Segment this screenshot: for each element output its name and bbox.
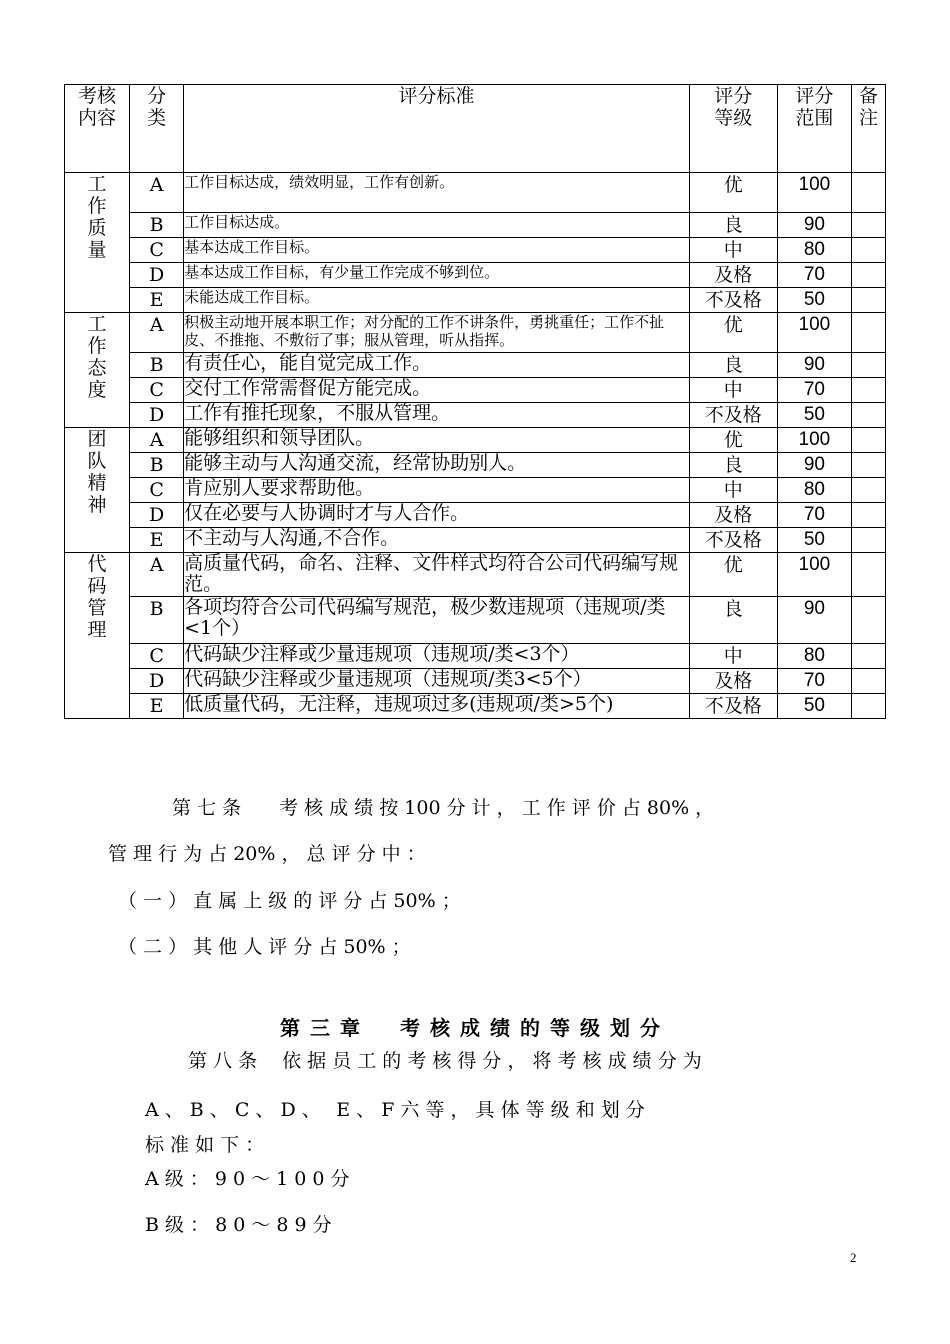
level-cell: 及格 xyxy=(689,669,777,694)
range-cell: 80 xyxy=(777,644,851,669)
range-cell: 50 xyxy=(777,694,851,719)
range-cell: 100 xyxy=(777,313,851,353)
range-cell: 80 xyxy=(777,478,851,503)
standard-cell: 交付工作常需督促方能完成。 xyxy=(184,378,690,403)
standard-cell: 工作目标达成。 xyxy=(184,213,690,238)
note-cell xyxy=(851,173,885,213)
level-cell: 不及格 xyxy=(689,694,777,719)
level-cell: 中 xyxy=(689,644,777,669)
header-range: 评分范围 xyxy=(777,85,851,173)
class-cell: C xyxy=(130,378,184,403)
note-cell xyxy=(851,428,885,453)
table-row xyxy=(65,553,886,597)
category-cell: 代码管理 xyxy=(65,553,130,719)
class-cell: E xyxy=(130,694,184,719)
range-cell: 90 xyxy=(777,453,851,478)
range-cell: 100 xyxy=(777,553,851,597)
note-cell xyxy=(851,528,885,553)
range-cell: 70 xyxy=(777,669,851,694)
range-cell: 70 xyxy=(777,378,851,403)
category-cell: 工作态度 xyxy=(65,313,130,428)
level-cell: 及格 xyxy=(689,263,777,288)
article7-line3: （ 一 ） 直 属 上 级 的 评 分 占 50% ； xyxy=(118,890,461,912)
category-cell: 团队精神 xyxy=(65,428,130,553)
class-cell: D xyxy=(130,263,184,288)
table-row xyxy=(65,669,886,694)
level-cell: 及格 xyxy=(689,503,777,528)
table-row xyxy=(65,263,886,288)
note-cell xyxy=(851,503,885,528)
class-cell: C xyxy=(130,644,184,669)
note-cell xyxy=(851,288,885,313)
range-cell: 50 xyxy=(777,288,851,313)
range-cell: 80 xyxy=(777,238,851,263)
class-cell: A xyxy=(130,173,184,213)
range-cell: 100 xyxy=(777,428,851,453)
table-header-row xyxy=(65,85,886,173)
level-cell: 良 xyxy=(689,213,777,238)
range-cell: 90 xyxy=(777,353,851,378)
article7-line2: 管 理 行 为 占 20% ， 总 评 分 中 ： xyxy=(108,843,426,865)
class-cell: C xyxy=(130,238,184,263)
range-cell: 100 xyxy=(777,173,851,213)
standard-cell: 未能达成工作目标。 xyxy=(184,288,690,313)
level-cell: 不及格 xyxy=(689,288,777,313)
standard-cell: 能够主动与人沟通交流，经常协助别人。 xyxy=(184,453,690,478)
standard-cell: 仅在必要与人协调时才与人合作。 xyxy=(184,503,690,528)
class-cell: C xyxy=(130,478,184,503)
table-row xyxy=(65,403,886,428)
standard-cell: 不主动与人沟通,不合作。 xyxy=(184,528,690,553)
class-cell: D xyxy=(130,503,184,528)
note-cell xyxy=(851,403,885,428)
table-row xyxy=(65,353,886,378)
class-cell: B xyxy=(130,353,184,378)
note-cell xyxy=(851,213,885,238)
note-cell xyxy=(851,313,885,353)
level-cell: 中 xyxy=(689,378,777,403)
range-cell: 70 xyxy=(777,503,851,528)
note-cell xyxy=(851,553,885,597)
header-level: 评分等级 xyxy=(689,85,777,173)
note-cell xyxy=(851,644,885,669)
header-note: 备注 xyxy=(851,85,885,173)
level-cell: 良 xyxy=(689,353,777,378)
grade-a-line: A 级 ： 9 0 ～ 1 0 0 分 xyxy=(145,1168,350,1190)
range-cell: 50 xyxy=(777,403,851,428)
standard-cell: 低质量代码，无注释，违规项过多(违规项/类>5个) xyxy=(184,694,690,719)
table-row xyxy=(65,238,886,263)
article7-line4: （ 二 ） 其 他 人 评 分 占 50% ； xyxy=(118,936,411,958)
table-row xyxy=(65,478,886,503)
level-cell: 中 xyxy=(689,238,777,263)
article7-line1: 第 七 条 考 核 成 绩 按 100 分 计 ， 工 作 评 价 占 80% ， xyxy=(172,797,715,819)
header-content: 考核内容 xyxy=(65,85,130,173)
note-cell xyxy=(851,453,885,478)
range-cell: 90 xyxy=(777,213,851,238)
article8-line3: 标 准 如 下 ： xyxy=(145,1134,265,1156)
standard-cell: 代码缺少注释或少量违规项（违规项/类<3个） xyxy=(184,644,690,669)
class-cell: D xyxy=(130,403,184,428)
level-cell: 中 xyxy=(689,478,777,503)
standard-cell: 工作目标达成，绩效明显，工作有创新。 xyxy=(184,173,690,213)
class-cell: E xyxy=(130,288,184,313)
class-cell: B xyxy=(130,453,184,478)
table-row xyxy=(65,378,886,403)
standard-cell: 代码缺少注释或少量违规项（违规项/类3<5个） xyxy=(184,669,690,694)
class-cell: A xyxy=(130,428,184,453)
note-cell xyxy=(851,263,885,288)
note-cell xyxy=(851,694,885,719)
standard-cell: 工作有推托现象，不服从管理。 xyxy=(184,403,690,428)
table-row xyxy=(65,173,886,213)
chapter-title: 第三章 考核成绩的等级划分 xyxy=(280,1016,670,1040)
standard-cell: 高质量代码，命名、注释、文件样式均符合公司代码编写规范。 xyxy=(184,553,690,597)
table-row xyxy=(65,288,886,313)
table-row xyxy=(65,213,886,238)
table-row xyxy=(65,528,886,553)
class-cell: E xyxy=(130,528,184,553)
level-cell: 良 xyxy=(689,453,777,478)
standard-cell: 积极主动地开展本职工作；对分配的工作不讲条件，勇挑重任；工作不扯皮、不推拖、不敷衍了事；服从管理，听从指挥。 xyxy=(184,313,690,353)
table-row xyxy=(65,428,886,453)
note-cell xyxy=(851,378,885,403)
grading-table xyxy=(64,84,886,719)
standard-cell: 基本达成工作目标，有少量工作完成不够到位。 xyxy=(184,263,690,288)
class-cell: B xyxy=(130,597,184,644)
class-cell: A xyxy=(130,553,184,597)
level-cell: 优 xyxy=(689,313,777,353)
range-cell: 90 xyxy=(777,597,851,644)
table-row xyxy=(65,313,886,353)
note-cell xyxy=(851,478,885,503)
standard-cell: 有责任心，能自觉完成工作。 xyxy=(184,353,690,378)
level-cell: 优 xyxy=(689,173,777,213)
table-row xyxy=(65,453,886,478)
range-cell: 70 xyxy=(777,263,851,288)
level-cell: 优 xyxy=(689,428,777,453)
standard-cell: 各项均符合公司代码编写规范，极少数违规项（违规项/类<1个） xyxy=(184,597,690,644)
category-cell: 工作质量 xyxy=(65,173,130,313)
level-cell: 不及格 xyxy=(689,403,777,428)
table-row xyxy=(65,597,886,644)
standard-cell: 肯应别人要求帮助他。 xyxy=(184,478,690,503)
page-number: 2 xyxy=(850,1250,857,1265)
table-row xyxy=(65,644,886,669)
level-cell: 良 xyxy=(689,597,777,644)
article8-line2: A 、 B 、 C 、 D 、 E 、 F 六 等 ， 具 体 等 级 和 划 分 xyxy=(145,1099,645,1121)
grade-b-line: B 级 ： 8 0 ～ 8 9 分 xyxy=(145,1214,332,1236)
range-cell: 50 xyxy=(777,528,851,553)
standard-cell: 能够组织和领导团队。 xyxy=(184,428,690,453)
class-cell: A xyxy=(130,313,184,353)
level-cell: 不及格 xyxy=(689,528,777,553)
standard-cell: 基本达成工作目标。 xyxy=(184,238,690,263)
note-cell xyxy=(851,353,885,378)
class-cell: B xyxy=(130,213,184,238)
table-row xyxy=(65,694,886,719)
header-standard: 评分标准 xyxy=(184,85,690,173)
level-cell: 优 xyxy=(689,553,777,597)
class-cell: D xyxy=(130,669,184,694)
table-row xyxy=(65,503,886,528)
note-cell xyxy=(851,597,885,644)
header-class: 分类 xyxy=(130,85,184,173)
article8-line1: 第 八 条 依 据 员 工 的 考 核 得 分 ， 将 考 核 成 绩 分 为 xyxy=(188,1050,702,1072)
note-cell xyxy=(851,238,885,263)
note-cell xyxy=(851,669,885,694)
